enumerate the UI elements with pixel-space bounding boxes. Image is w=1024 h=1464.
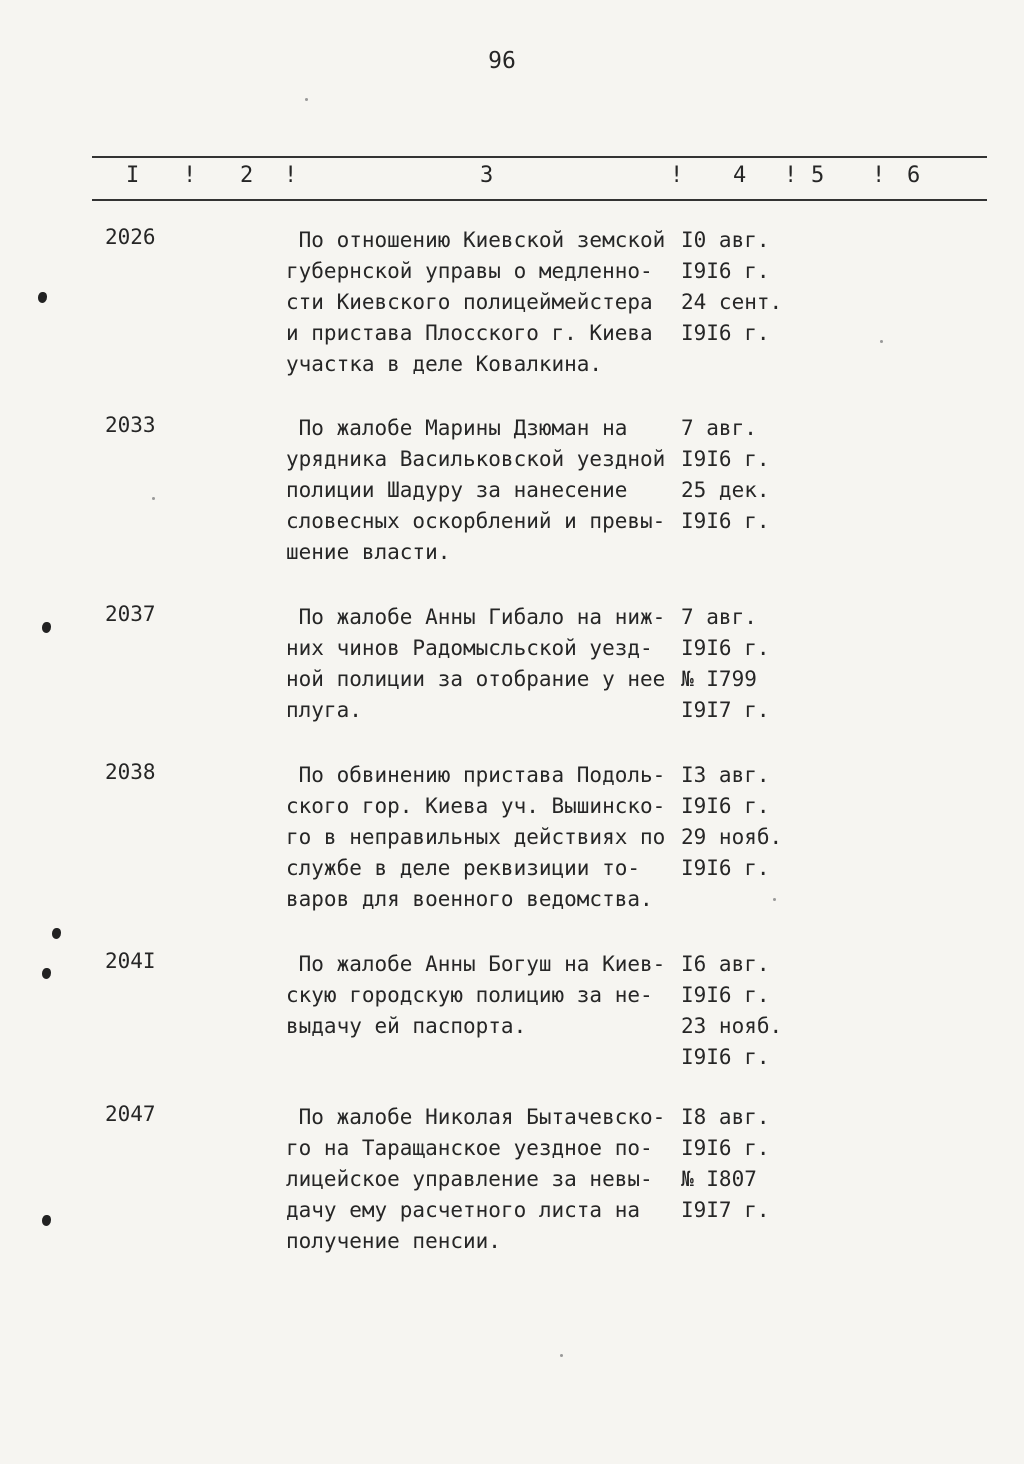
description-line: варов для военного ведомства. bbox=[286, 887, 653, 911]
description-line: По жалобе Анны Гибало на ниж- bbox=[286, 605, 666, 629]
header-separator: ! bbox=[784, 163, 798, 188]
file-number: 2037 bbox=[105, 602, 156, 626]
description-line: полиции Шадуру за нанесение bbox=[286, 478, 628, 502]
description-line: шение власти. bbox=[286, 540, 451, 564]
header-separator: ! bbox=[872, 163, 886, 188]
date-line: 23 нояб. bbox=[681, 1014, 783, 1038]
description-line: По отношению Киевской земской bbox=[286, 228, 666, 252]
date-line: I9I6 г. bbox=[681, 509, 770, 533]
description-line: губернской управы о медленно- bbox=[286, 259, 653, 283]
file-dates bbox=[681, 760, 801, 884]
header-col-6: 6 bbox=[907, 163, 921, 188]
punch-hole bbox=[38, 292, 47, 303]
description-line: По жалобе Анны Богуш на Киев- bbox=[286, 952, 666, 976]
description-line: ского гор. Киева уч. Вышинско- bbox=[286, 794, 666, 818]
description-line: лицейское управление за невы- bbox=[286, 1167, 653, 1191]
header-separator: ! bbox=[670, 163, 684, 188]
description-line: го на Таращанское уездное по- bbox=[286, 1136, 653, 1160]
scan-speck bbox=[773, 898, 776, 901]
file-description bbox=[286, 225, 686, 380]
punch-hole bbox=[42, 968, 51, 979]
scan-speck bbox=[560, 1354, 563, 1357]
date-line: I9I7 г. bbox=[681, 1198, 770, 1222]
date-line: I9I7 г. bbox=[681, 698, 770, 722]
table-top-rule bbox=[92, 156, 987, 158]
file-description bbox=[286, 1102, 686, 1257]
file-number: 2033 bbox=[105, 413, 156, 437]
date-line: 7 авг. bbox=[681, 416, 757, 440]
description-line: получение пенсии. bbox=[286, 1229, 501, 1253]
date-line: I9I6 г. bbox=[681, 259, 770, 283]
header-col-2: 2 bbox=[240, 163, 254, 188]
description-line: По обвинению пристава Подоль- bbox=[286, 763, 666, 787]
file-description bbox=[286, 413, 686, 568]
file-dates bbox=[681, 1102, 801, 1226]
file-description bbox=[286, 949, 686, 1042]
date-line: I8 авг. bbox=[681, 1105, 770, 1129]
date-line: I9I6 г. bbox=[681, 447, 770, 471]
file-dates bbox=[681, 225, 801, 349]
punch-hole bbox=[42, 1215, 51, 1226]
description-line: ной полиции за отобрание у нее bbox=[286, 667, 666, 691]
header-col-4: 4 bbox=[733, 163, 747, 188]
file-dates bbox=[681, 602, 801, 726]
description-line: По жалобе Николая Бытачевско- bbox=[286, 1105, 666, 1129]
description-line: сти Киевского полицеймейстера bbox=[286, 290, 653, 314]
file-number: 2026 bbox=[105, 225, 156, 249]
description-line: го в неправильных действиях по bbox=[286, 825, 666, 849]
date-line: I9I6 г. bbox=[681, 983, 770, 1007]
page-number: 96 bbox=[488, 48, 516, 74]
description-line: службе в деле реквизиции то- bbox=[286, 856, 641, 880]
file-number: 204I bbox=[105, 949, 156, 973]
description-line: скую городскую полицию за не- bbox=[286, 983, 653, 1007]
date-line: I9I6 г. bbox=[681, 321, 770, 345]
description-line: словесных оскорблений и превы- bbox=[286, 509, 666, 533]
header-separator: ! bbox=[183, 163, 197, 188]
file-description bbox=[286, 602, 686, 726]
table-header bbox=[0, 163, 1024, 191]
description-line: выдачу ей паспорта. bbox=[286, 1014, 527, 1038]
description-line: дачу ему расчетного листа на bbox=[286, 1198, 641, 1222]
date-line: 7 авг. bbox=[681, 605, 757, 629]
date-line: I9I6 г. bbox=[681, 1136, 770, 1160]
file-description bbox=[286, 760, 686, 915]
date-line: I3 авг. bbox=[681, 763, 770, 787]
header-separator: ! bbox=[284, 163, 298, 188]
date-line: I9I6 г. bbox=[681, 856, 770, 880]
description-line: и пристава Плосского г. Киева bbox=[286, 321, 653, 345]
description-line: урядника Васильковской уездной bbox=[286, 447, 666, 471]
date-line: I0 авг. bbox=[681, 228, 770, 252]
file-number: 2038 bbox=[105, 760, 156, 784]
file-dates bbox=[681, 949, 801, 1073]
date-line: 25 дек. bbox=[681, 478, 770, 502]
header-col-5: 5 bbox=[811, 163, 825, 188]
date-line: I9I6 г. bbox=[681, 636, 770, 660]
date-line: 29 нояб. bbox=[681, 825, 783, 849]
scan-speck bbox=[152, 497, 155, 500]
punch-hole bbox=[42, 622, 51, 633]
date-line: № I799 bbox=[681, 667, 757, 691]
header-col-1: I bbox=[126, 163, 140, 188]
table-header-rule bbox=[92, 199, 987, 201]
file-number: 2047 bbox=[105, 1102, 156, 1126]
header-col-3: 3 bbox=[480, 163, 494, 188]
description-line: участка в деле Ковалкина. bbox=[286, 352, 603, 376]
date-line: I6 авг. bbox=[681, 952, 770, 976]
date-line: I9I6 г. bbox=[681, 794, 770, 818]
date-line: I9I6 г. bbox=[681, 1045, 770, 1069]
description-line: По жалобе Марины Дзюман на bbox=[286, 416, 628, 440]
punch-hole bbox=[52, 928, 61, 939]
date-line: № I807 bbox=[681, 1167, 757, 1191]
scan-speck bbox=[305, 98, 308, 101]
scan-speck bbox=[880, 340, 883, 343]
description-line: плуга. bbox=[286, 698, 362, 722]
file-dates bbox=[681, 413, 801, 537]
date-line: 24 сент. bbox=[681, 290, 783, 314]
description-line: них чинов Радомысльской уезд- bbox=[286, 636, 653, 660]
